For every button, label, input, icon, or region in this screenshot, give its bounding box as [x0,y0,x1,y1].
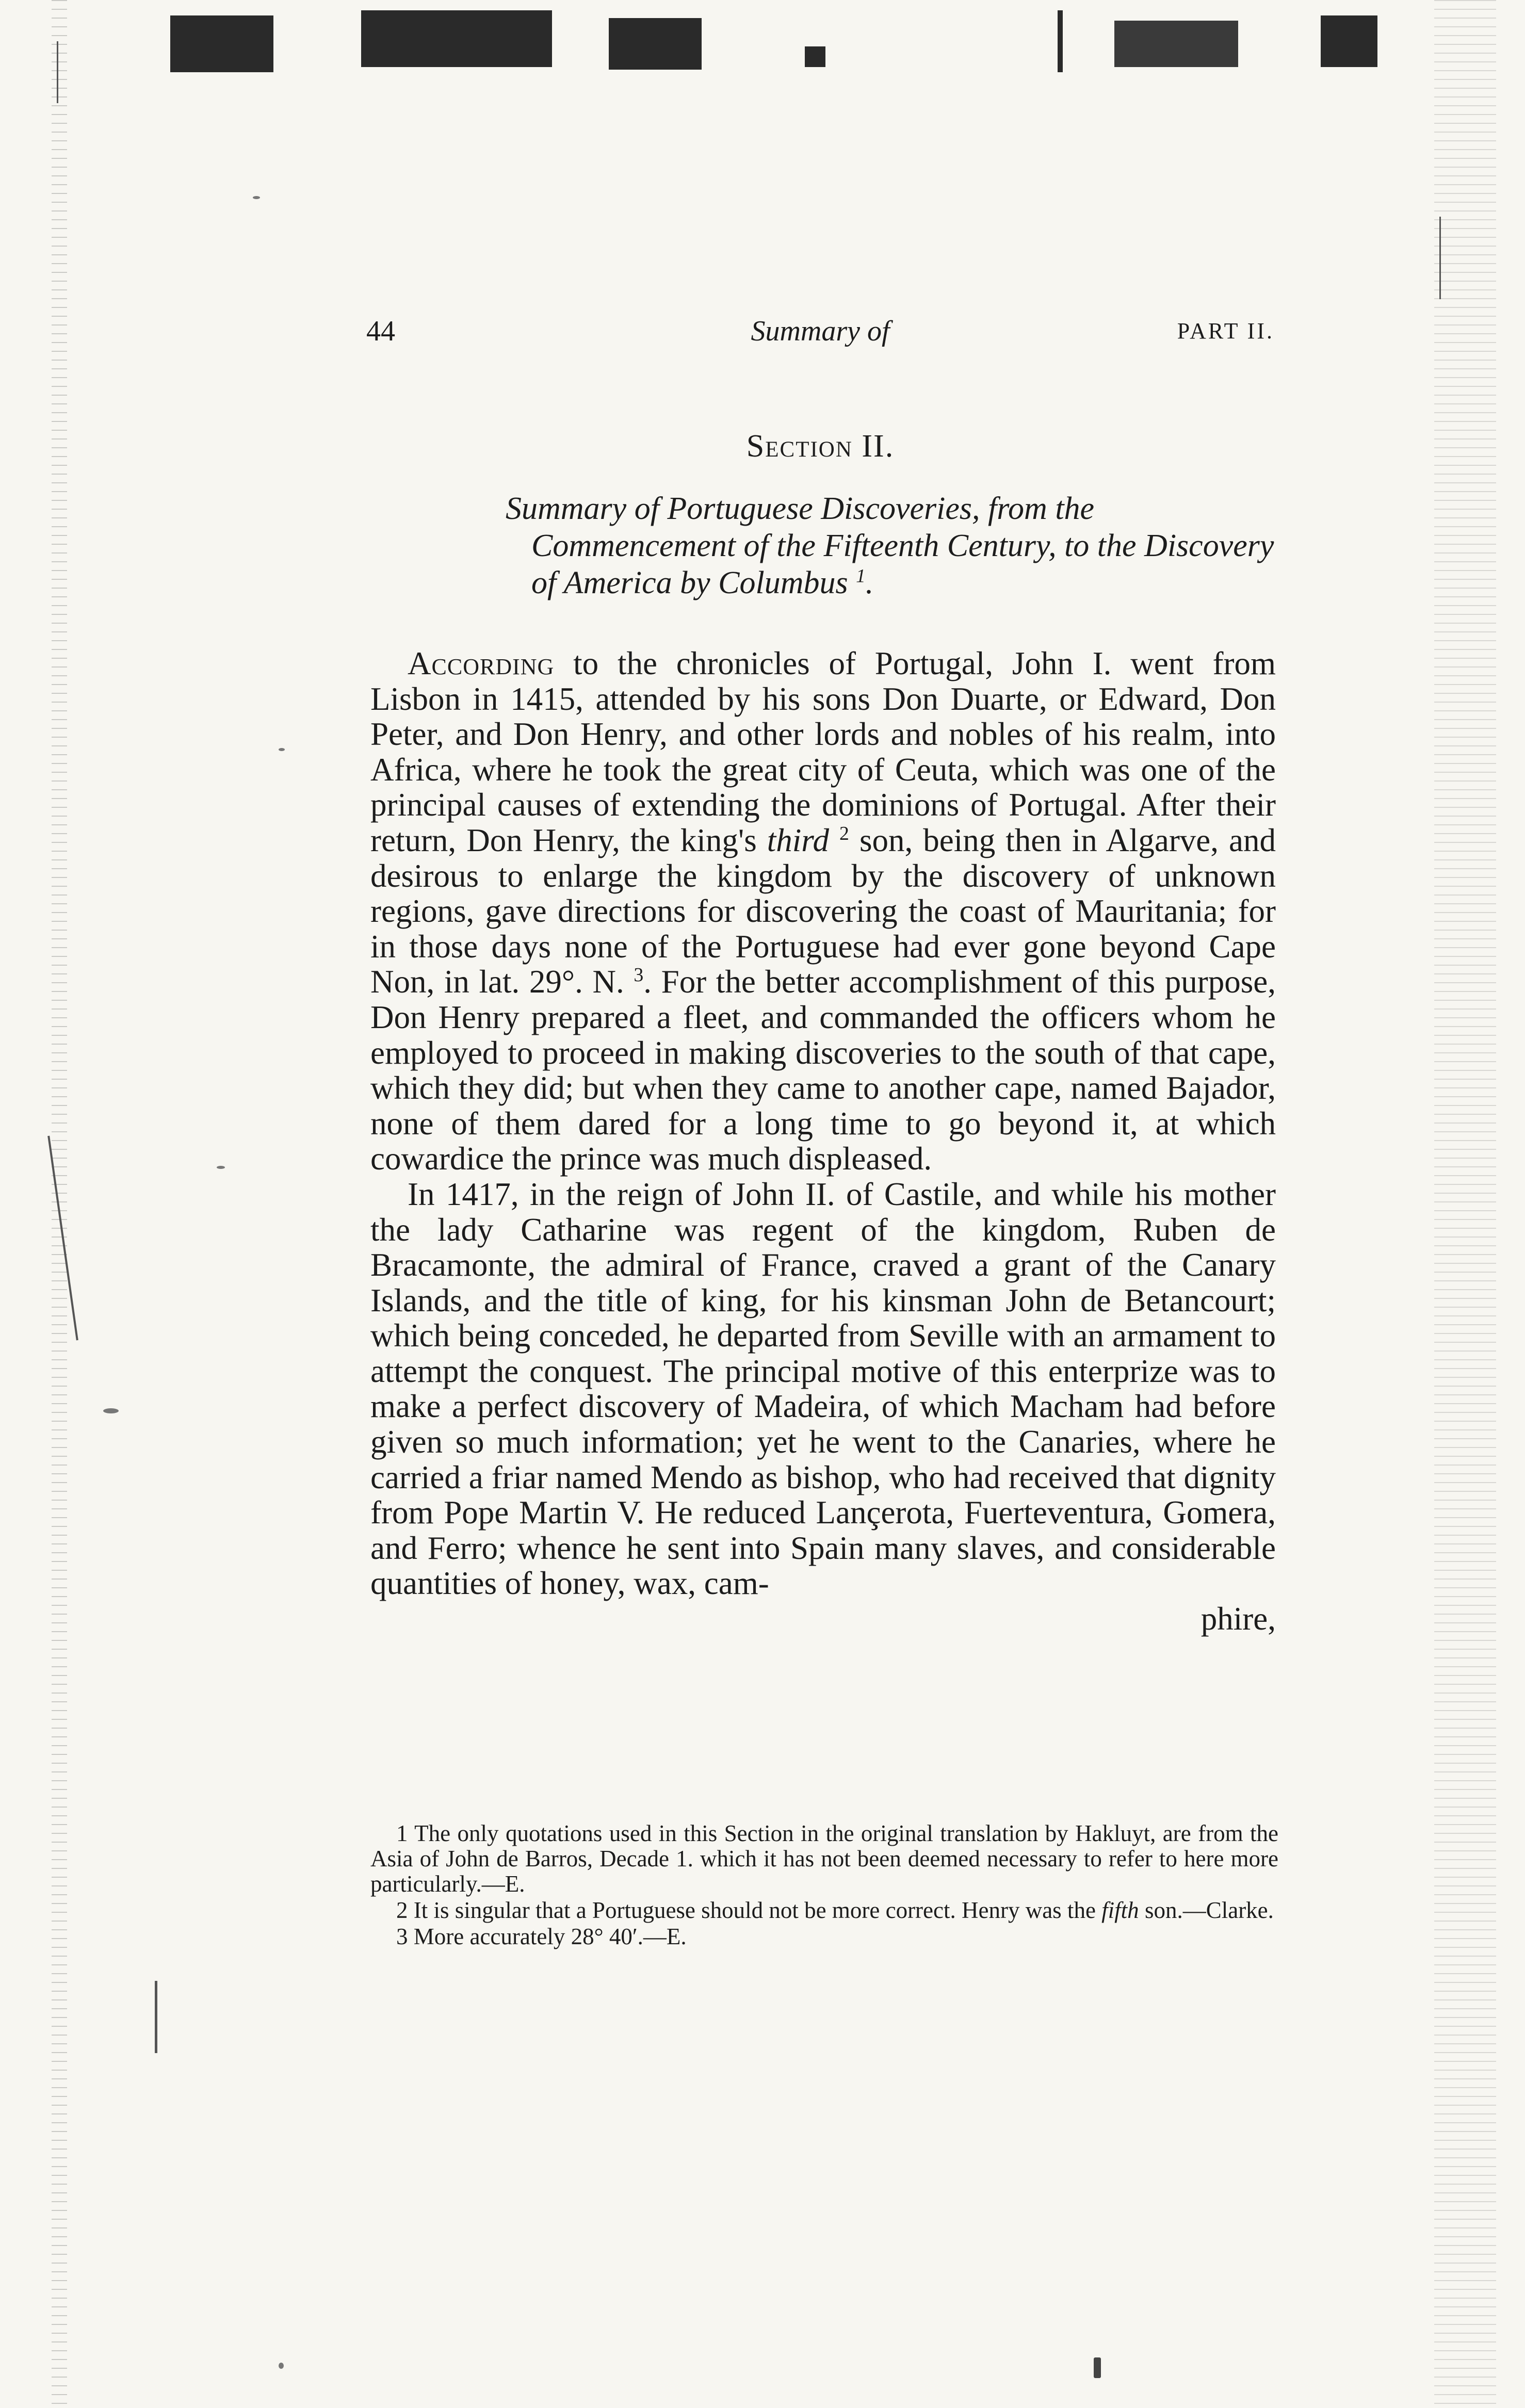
footnote-italic: fifth [1101,1897,1139,1923]
scan-artifact-bar [805,46,825,67]
footnote-number: 2 [396,1897,408,1923]
speck [1094,2357,1101,2378]
footnote-text: The only quotations used in this Section in the original translation by Hakluyt, are from the Asia of John de Barros, Decade 1. which it has not been deemed necessary to refer to here more particularly.—E. [370,1820,1278,1897]
footnote-number: 1 [396,1820,408,1846]
paragraph-1-part-a: to the chronicles of Portugal, John I. went from Lisbon in 1415, attended by his sons Don Duarte, or Edward, Don Peter, and Don Henry, and other lords and nobles of his realm, into Africa, where he took the great city of Ceuta, which was one of the principal causes of extending the dominions of Portugal. After their return, Don Henry, the king's [370,645,1276,858]
footnote-ref-1: 1 [856,565,866,587]
footnote-ref-3: 3 [634,964,644,986]
page-number: 44 [366,315,395,347]
catchword: phire, [1200,1601,1276,1637]
running-head-part: PART II. [1177,318,1274,344]
scan-artifact-bar [1321,15,1377,67]
running-head [366,315,1274,356]
paragraph-1-italic: third [767,822,829,858]
scan-artifact-bar [609,18,702,70]
subtitle-text: Summary of Portuguese Discoveries, from the Commencement of the Fifteenth Century, to the Discovery of America by Columbus [506,491,1274,600]
speck [279,748,285,751]
scan-artifact-bar [361,10,552,67]
speck [103,1408,119,1413]
footnote-2 [370,1898,1278,1923]
footnote-3 [370,1924,1278,1949]
footnote-text: More accurately 28° 40′.—E. [413,1924,687,1949]
speck [253,196,260,199]
footnotes [370,1821,1278,1950]
scan-artifact-bar [1114,21,1238,67]
body-text [370,646,1276,1637]
speck [217,1166,225,1169]
left-edge-noise [52,0,67,2408]
scan-artifact-bar [1058,10,1063,72]
running-head-title: Summary of [751,315,890,347]
speck [279,2363,284,2369]
right-scan-line [1439,217,1441,299]
footnote-text-end: son.—Clarke. [1139,1897,1274,1923]
paragraph-2: In 1417, in the reign of John II. of Castile, and while his mother the lady Catharine was regent of the kingdom, Ruben de Bracamonte, the admiral of France, craved a grant of the Canary Islands, and the title of king, for his kinsman John de Betancourt; which being conceded, he departed from Seville with an armament to attempt the conquest. The principal motive of this enterprize was to make a perfect discovery of Madeira, of which Macham had before given so much information; yet he went to the Canaries, where he carried a friar named Mendo as bishop, who had received that dignity from Pope Martin V. He reduced Lançerota, Fuerteventura, Gomera, and Ferro; whence he sent into Spain many slaves, and considerable quantities of honey, wax, cam- [370,1176,1276,1602]
section-heading: Section II. [746,429,895,464]
footnote-1 [370,1821,1278,1897]
footnote-text: It is singular that a Portuguese should not be more correct. Henry was the [413,1897,1102,1923]
scan-artifact-bar [170,15,273,72]
paragraph-1-part-b: son, being then in Algarve, and desirous to enlarge the kingdom by the discovery of unknown regions, gave directions for discovering the coast of Mauritania; for in those days none of the Portuguese had ever gone beyond Cape Non, in lat. 29°. N. [370,822,1276,1000]
footnote-ref-2: 2 [839,822,849,844]
left-scan-line [57,41,58,103]
footnote-number: 3 [396,1924,408,1949]
paragraph-1 [370,646,1276,1177]
paragraph-1-lead: According [408,645,555,681]
paragraph-1-part-c: . For the better accomplishment of this purpose, Don Henry prepared a fleet, and commanded the officers whom he employed to proceed in making discoveries to the south of that cape, which they did; but when they came to another cape, named Bajador, none of them dared for a long time to go beyond it, at which cowardice the prince was much displeased. [370,964,1276,1177]
subtitle-end: . [865,565,874,600]
section-subtitle [506,490,1279,601]
left-margin-mark [155,1981,157,2053]
right-edge-noise [1434,0,1496,2408]
